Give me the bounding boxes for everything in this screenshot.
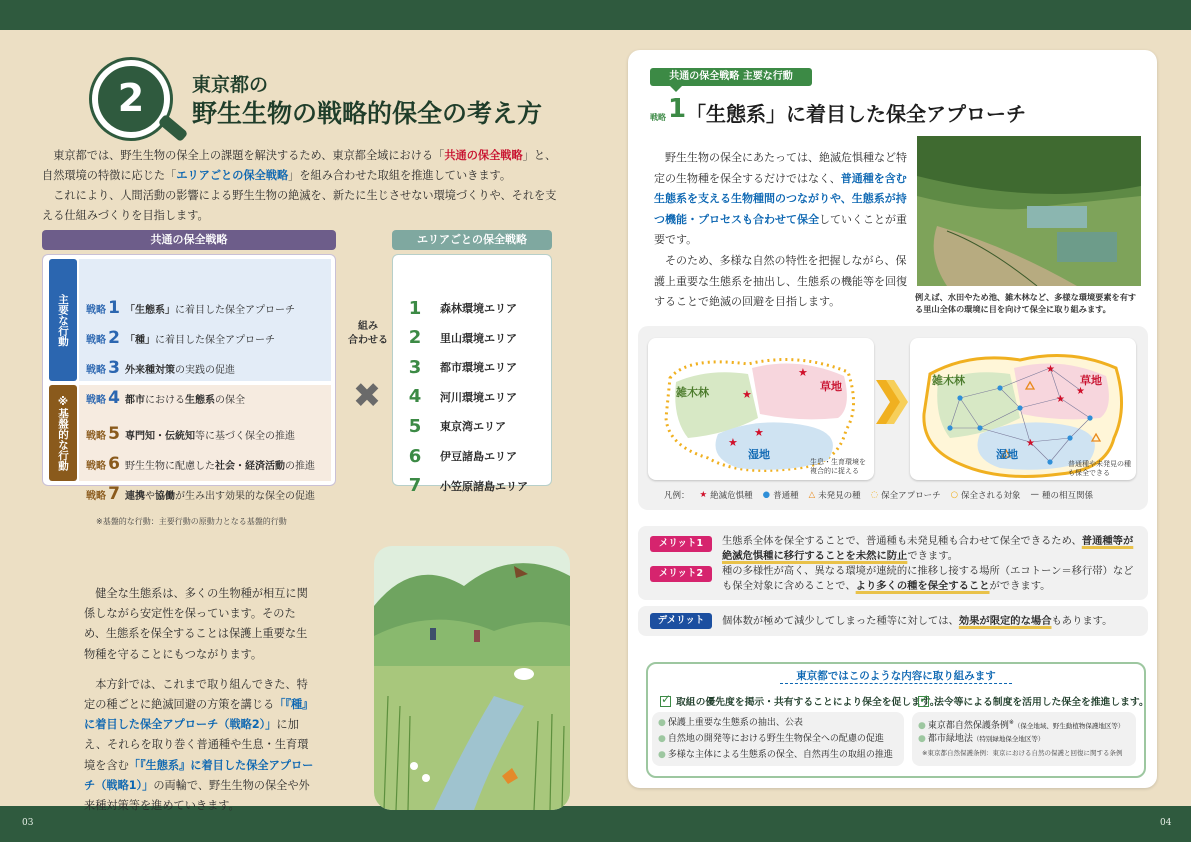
species-marks-after xyxy=(910,338,1136,480)
legend-endangered: ★ 絶滅危惧種 xyxy=(699,490,753,501)
area-row: 2 里山環境エリア xyxy=(408,327,517,349)
list-item: ● 多様な主体による生態系の保全、自然再生の取組の推進 xyxy=(658,749,893,761)
dot-icon: ● xyxy=(762,490,771,500)
basic-action-note: ※基盤的な行動：主要行動の原動力となる基盤的行動 xyxy=(96,517,287,526)
diagram-legend xyxy=(664,489,1093,501)
label-shicchi: 湿地 xyxy=(996,448,1018,461)
star-icon: ★ xyxy=(699,490,708,500)
legend-relation: — 種の相互関係 xyxy=(1030,490,1094,501)
area-row: 6 伊豆諸島エリア xyxy=(408,445,517,467)
cross-icon: ✖ xyxy=(352,376,382,416)
checkbox-icon xyxy=(918,696,929,707)
strategy-row: 戦略 5 専門知・伝統知等に基づく保全の推進 xyxy=(86,424,295,444)
legend-undiscovered: △ 未発見の種 xyxy=(808,490,861,501)
ecosystem-essay: 健全な生態系は、多くの生物種が相互に関係しながら安定性を保っています。そのため、生態系を保全することは保護上重要な生物種を守ることにもつながります。 本方針では、これまで取り組んできた、特定の種ごとに絶滅回避の方策を講じる「『種』に着目した保全アプローチ（戦略2）」に加え、それらを取り巻く普通種や生息・生育環境を含む「『生態系』に着目した保全アプローチ（戦略1）」の両輪で、野生生物の保全や外来種対策等を進めていきます。 xyxy=(84,587,314,813)
endangered-mark: ★ xyxy=(728,436,738,449)
merit2-tag: メリット2 xyxy=(650,566,712,582)
area-row: 3 都市環境エリア xyxy=(408,356,517,378)
list-item: ● 東京都自然保護条例※（保全地域、野生動植物保護地区等） xyxy=(918,717,1124,732)
list-item: ● 都市緑地法（特別緑地保全地区等） xyxy=(918,733,1044,745)
common-strategy-header: 共通の保全戦略 xyxy=(42,230,336,250)
line-icon: — xyxy=(1030,490,1040,500)
strategy-number: 1 xyxy=(668,94,687,124)
area-row: 1 森林環境エリア xyxy=(408,297,517,319)
strategy-label: 戦略 xyxy=(650,113,666,122)
arrow-right-icon xyxy=(876,380,910,424)
efforts-col2-title: ✓ 法令等による制度を活用した保全を推進します。 xyxy=(918,694,1149,708)
label-kusachi: 草地 xyxy=(820,380,842,393)
area-row: 5 東京湾エリア xyxy=(408,415,506,437)
legend-target: ○ 保全される対象 xyxy=(950,490,1021,501)
species-marks-before xyxy=(648,338,874,480)
magnifier-handle-icon xyxy=(158,114,189,142)
group-main-label: 主要な行動 xyxy=(49,259,77,381)
area-row: 7 小笠原諸島エリア xyxy=(408,475,528,497)
area-row: 4 河川環境エリア xyxy=(408,386,517,408)
intro-text: 東京都では、野生生物の保全上の課題を解決するため、東京都全域における「共通の保全戦略」と、自然環境の特徴に応じた「エリアごとの保全戦略」を組み合わせた取組を推進していきます。 これにより、人間活動の影響による野生生物の絶滅を、新たに生じさせない環境づくりや、それを支える仕組みづくりを目指します。 xyxy=(42,149,557,222)
triangle-icon: △ xyxy=(808,490,816,500)
combine-label: 組み 合わせる xyxy=(348,321,388,346)
strategy-row: 戦略 7 連携や協働が生み出す効果的な保全の促進 xyxy=(86,484,315,504)
caption-after: 普通種や未発見の種も保全できる xyxy=(1068,460,1131,477)
group-base-label: ※基盤的な行動 xyxy=(49,385,77,481)
circle-icon: ○ xyxy=(950,490,959,500)
label-zokiba: 雑木林 xyxy=(932,374,965,387)
label-kusachi: 草地 xyxy=(1080,374,1102,387)
strategy-row: 戦略 2 「種」に着目した保全アプローチ xyxy=(86,328,275,348)
satoyama-illustration xyxy=(374,546,570,810)
label-shicchi: 湿地 xyxy=(748,448,770,461)
section-subtitle: 東京都の xyxy=(192,74,269,96)
section-number: 2 xyxy=(117,76,145,120)
merit1-text: 生態系全体を保全することで、普通種も未発見種も合わせて保全できるため、普通種等が絶滅危惧種に移行することを未然に防止できます。 xyxy=(722,535,1134,562)
svg-text:★: ★ xyxy=(1076,386,1085,397)
list-item: ● 自然地の開発等における野生生物保全への配慮の促進 xyxy=(658,733,884,745)
endangered-mark: ★ xyxy=(754,426,764,439)
common-action-tag: 共通の保全戦略 主要な行動 xyxy=(650,68,812,86)
caption-before: 生息・生育環境を複合的に捉える xyxy=(810,458,866,475)
label-zokiba: 雑木林 xyxy=(676,386,709,399)
efforts-col1-title: ✓ 取組の優先度を掲示・共有することにより保全を促します。 xyxy=(660,694,940,708)
section-title: 野生生物の戦略的保全の考え方 xyxy=(192,99,543,128)
merit1-tag: メリット1 xyxy=(650,536,712,552)
legend-approach: ◌ 保全アプローチ xyxy=(870,490,941,501)
diagram-panel-before xyxy=(648,338,874,480)
strategy-row: 戦略 3 外来種対策の実践の促進 xyxy=(86,358,235,378)
page-number-right: 04 xyxy=(1160,818,1172,828)
area-strategy-header: エリアごとの保全戦略 xyxy=(392,230,552,250)
strategy-row: 戦略 4 都市における生態系の保全 xyxy=(86,388,245,408)
legend-prefix: 凡例： xyxy=(664,491,690,501)
magnifier-badge xyxy=(92,60,170,138)
endangered-mark: ★ xyxy=(742,388,752,401)
svg-text:★: ★ xyxy=(1026,438,1035,449)
svg-text:★: ★ xyxy=(1046,364,1055,375)
satoyama-photo xyxy=(917,136,1141,286)
page-number-left: 03 xyxy=(22,818,34,828)
legend-common: ● 普通種 xyxy=(762,490,799,501)
dashed-circle-icon: ◌ xyxy=(870,490,879,500)
strategy-row: 戦略 6 野生生物に配慮した社会・経済活動の推進 xyxy=(86,454,315,474)
left-page xyxy=(0,30,620,813)
checkbox-icon xyxy=(660,696,671,707)
diagram-panel-after xyxy=(910,338,1136,480)
strategy-title: 「生態系」に着目した保全アプローチ xyxy=(686,102,1026,126)
efforts-footnote: ※東京都自然保護条例：東京における自然の保護と回復に関する条例 xyxy=(922,749,1123,757)
merit2-text: 種の多様性が高く、異なる環境が連続的に推移し接する場所（エコトーン＝移行帯）なども保全対象に含めることで、より多くの種を保全することができます。 xyxy=(722,565,1134,592)
list-item: ● 保護上重要な生態系の抽出、公表 xyxy=(658,717,803,729)
demerit-text: 個体数が極めて減少してしまった種等に対しては、効果が限定的な場合もあります。 xyxy=(722,615,1113,627)
strategy-body: 野生生物の保全にあたっては、絶滅危惧種など特定の生物種を保全するだけではなく、普通種を含む生態系を支える生物種間のつながりや、生態系が持つ機能・プロセスも合わせて保全していくことが重要です。 そのため、多様な自然の特性を把握しながら、保護上重要な生態系を抽出し、生態系の機能等を回復することで絶滅の回避を目指します。 xyxy=(654,151,907,309)
efforts-header: 東京都ではこのような内容に取り組みます xyxy=(780,668,1012,684)
photo-caption: 例えば、水田やため池、雑木林など、多様な環境要素を有する里山全体の環境に目を向けて保全に取り組みます。 xyxy=(915,292,1137,314)
demerit-tag: デメリット xyxy=(650,613,712,629)
top-band xyxy=(0,0,1191,30)
svg-text:★: ★ xyxy=(1056,394,1065,405)
strategy-row: 戦略 1 「生態系」に着目した保全アプローチ xyxy=(86,298,295,318)
endangered-mark: ★ xyxy=(798,366,808,379)
